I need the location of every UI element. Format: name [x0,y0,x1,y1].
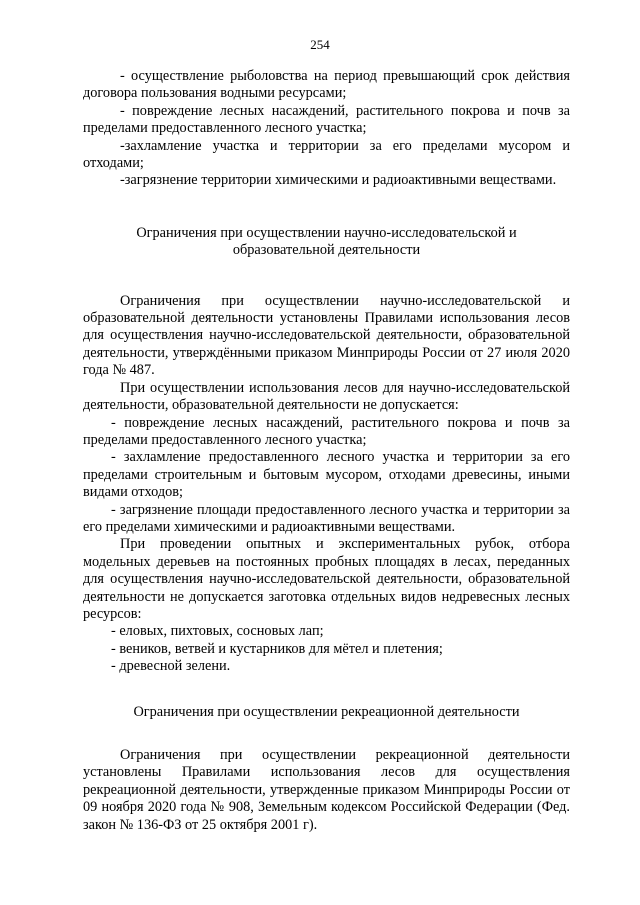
section-heading-recreation: Ограничения при осуществлении рекреационной деятельности [133,703,520,720]
list-item: - древесной зелени. [111,658,231,675]
paragraph: При проведении опытных и экспериментальных рубок, отбора модельных деревьев на постоянных пробных площадях в лесах, переданных для осуществления научно-исследовательской деятельности, образовательной деятельности не допускается заготовка отдельных видов недревесных лесных ресурсов: [83,536,570,622]
paragraph: При осуществлении использования лесов для научно-исследовательской деятельности, образовательной деятельности не допускается: [83,379,570,414]
section-heading-research-line1: Ограничения при осуществлении научно-исследовательской и [136,224,517,241]
page-number: 254 [310,37,330,52]
paragraph: Ограничения при осуществлении научно-исследовательской и образовательной деятельности установлены Правилами использования лесов для осуществления научно-исследовательской деятельности, образовательной деятельности, утверждёнными приказом Минприроды России от 27 июля 2020 года № 487. [83,292,570,379]
list-item: - загрязнение площади предоставленного лесного участка и территории за его пределами химическими и радиоактивными веществами. [83,501,570,535]
list-item: - еловых, пихтовых, сосновых лап; [111,623,324,640]
section-heading-research-line2: образовательной деятельности [232,242,421,259]
list-item: -загрязнение территории химическими и радиоактивными веществами. [120,172,557,189]
paragraph: Ограничения при осуществлении рекреационной деятельности установлены Правилами использования лесов для осуществления рекреационной деятельности, утвержденные приказом Минприроды России от 09 ноября 2020 года № 908, Земельным кодексом Российской Федерации (Фед. закон № 136-ФЗ от 25 октября 2001 г). [83,747,570,833]
list-item: -захламление участка и территории за его пределами мусором и отходами; [83,137,570,172]
list-item: - захламление предоставленного лесного участка и территории за его пределами строительным и бытовым мусором, отходами древесины, иными видами отходов; [83,449,570,501]
document-body [83,68,570,834]
list-item: - повреждение лесных насаждений, растительного покрова и почв за пределами предоставленного лесного участка; [83,414,570,448]
list-item: - повреждение лесных насаждений, растительного покрова и почв за пределами предоставленного лесного участка; [83,102,570,137]
list-item: - веников, ветвей и кустарников для мётел и плетения; [111,640,443,657]
list-item: - осуществление рыболовства на период превышающий срок действия договора пользования водными ресурсами; [83,68,570,102]
